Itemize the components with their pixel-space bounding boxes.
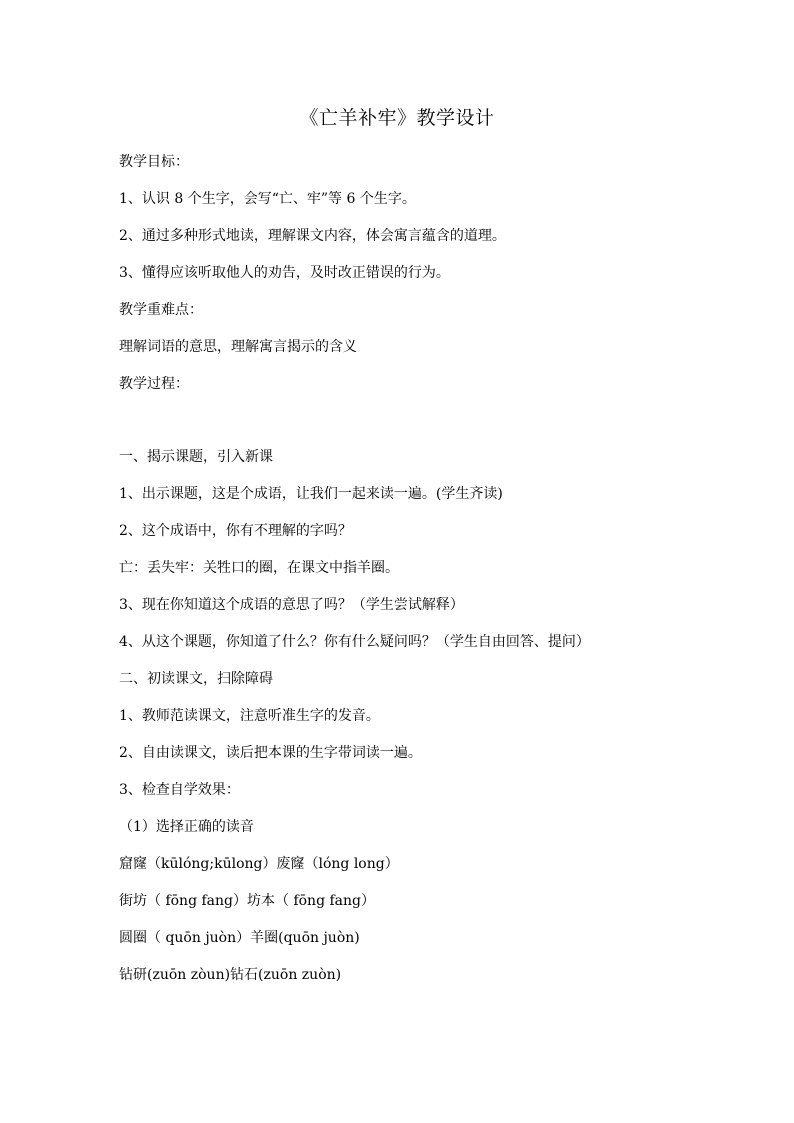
section-heading-part-one: 一、揭示课题，引入新课 bbox=[119, 449, 273, 465]
document-body bbox=[119, 152, 739, 1002]
paragraph: 1、认识 8 个生字，会写“亡、牢”等 6 个生字。 bbox=[119, 191, 416, 207]
paragraph: 3、懂得应该听取他人的劝告，及时改正错误的行为。 bbox=[119, 265, 450, 281]
pronunciation-item: 窟窿（kūlóng;kūlong）废窿（lóng long） bbox=[119, 856, 399, 872]
paragraph: （1）选择正确的读音 bbox=[119, 819, 254, 835]
paragraph: 1、出示课题，这是个成语，让我们一起来读一遍。(学生齐读) bbox=[119, 486, 503, 502]
paragraph: 2、自由读课文，读后把本课的生字带词读一遍。 bbox=[119, 745, 422, 761]
section-heading-objectives: 教学目标： bbox=[119, 154, 189, 170]
paragraph: 2、通过多种形式地读，理解课文内容，体会寓言蕴含的道理。 bbox=[119, 228, 506, 244]
section-heading-key-points: 教学重难点： bbox=[119, 302, 203, 318]
section-heading-process: 教学过程： bbox=[119, 376, 189, 392]
paragraph: 亡：丢失牢：关牲口的圈，在课文中指羊圈。 bbox=[119, 560, 399, 576]
section-heading-part-two: 二、初读课文，扫除障碍 bbox=[119, 671, 273, 687]
paragraph: 2、这个成语中，你有不理解的字吗？ bbox=[119, 523, 352, 539]
pronunciation-item: 街坊（ fōng fang）坊本（ fōng fang） bbox=[119, 893, 375, 909]
pronunciation-item: 圆圈（ quōn juòn）羊圈(quōn juòn) bbox=[119, 930, 360, 946]
pronunciation-item: 钻研(zuōn zòun)钻石(zuōn zuòn) bbox=[119, 967, 342, 983]
paragraph: 3、现在你知道这个成语的意思了吗？（学生尝试解释） bbox=[119, 597, 464, 613]
paragraph: 1、教师范读课文，注意听准生字的发音。 bbox=[119, 708, 380, 724]
paragraph: 3、检查自学效果： bbox=[119, 782, 240, 798]
paragraph: 理解词语的意思，理解寓言揭示的含义 bbox=[119, 339, 357, 355]
paragraph: 4、从这个课题，你知道了什么？你有什么疑问吗？（学生自由回答、提问） bbox=[119, 634, 590, 650]
document-title: 《亡羊补牢》教学设计 bbox=[299, 107, 495, 129]
